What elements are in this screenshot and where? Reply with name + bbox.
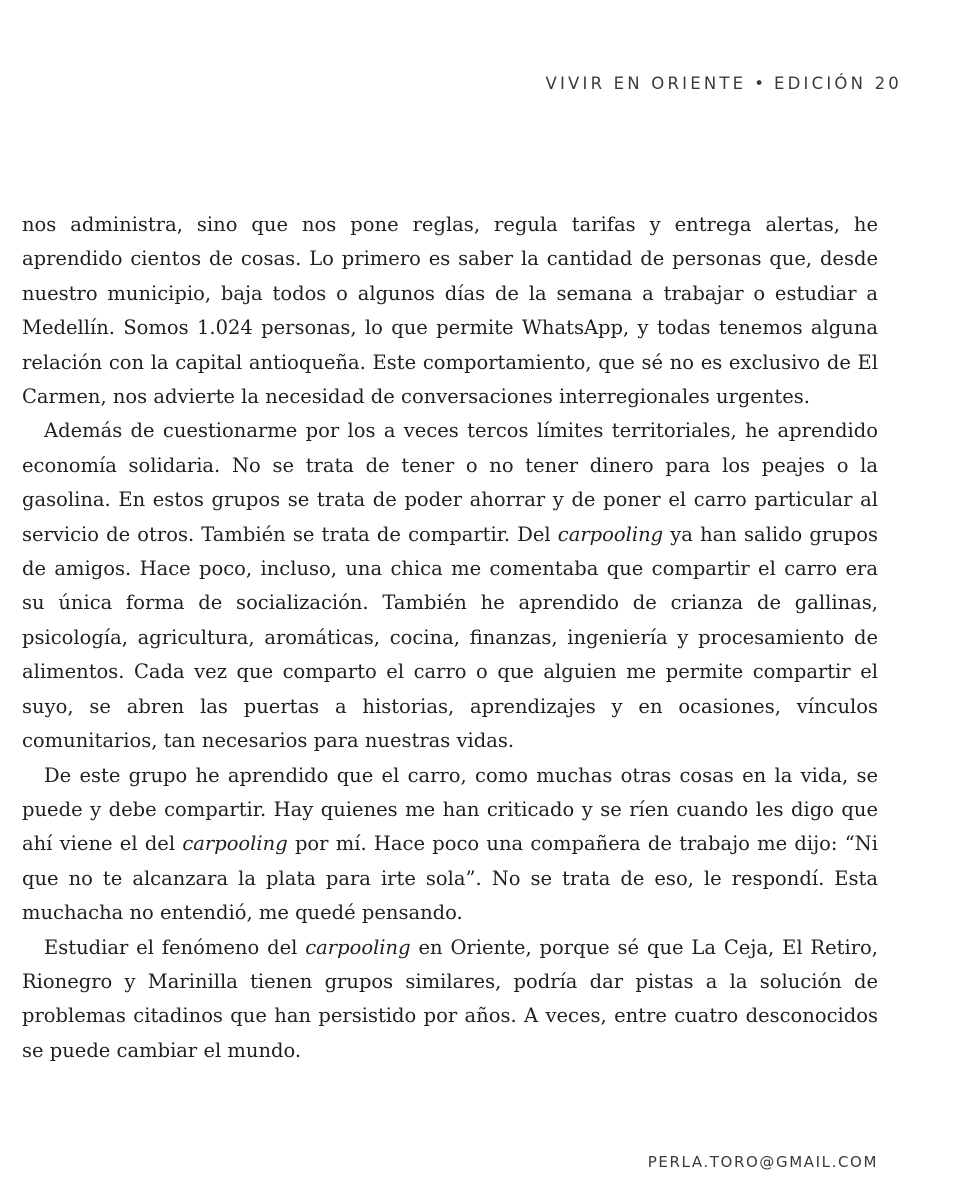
article-paragraph [22,208,878,414]
header-separator: • [754,74,765,93]
article-paragraph [22,931,878,1069]
paragraph-text: en Oriente, porque sé que La Ceja, El Retiro, Rionegro y Marinilla tienen grupos similares, podría dar pistas a la solución de problemas citadinos que han persistido por años. A veces, entre cuatro desconocidos se puede cambiar el mundo. [22,935,878,1062]
paragraph-text: ya han salido grupos de amigos. Hace poco, incluso, una chica me comentaba que compartir el carro era su única forma de socialización. También he aprendido de crianza de gallinas, psicología, agricultura, aromáticas, cocina, finanzas, ingeniería y procesamiento de alimentos. Cada vez que comparto el carro o que alguien me permite compartir el suyo, se abren las puertas a historias, aprendizajes y en ocasiones, vínculos comunitarios, tan necesarios para nuestras vidas. [22,522,879,753]
paragraph-text: Además de cuestionarme por los a veces tercos límites territoriales, he aprendido economía solidaria. No se trata de tener o no tener dinero para los peajes o la gasolina. En estos grupos se trata de poder ahorrar y de poner el carro particular al servicio de otros. También se trata de compartir. Del [22,419,878,546]
running-header [545,74,902,93]
italic-term: carpooling [557,522,664,546]
edition-number: EDICIÓN 20 [774,74,902,93]
publication-name: VIVIR EN ORIENTE [545,74,747,93]
article-body [22,208,878,1068]
paragraph-text: Estudiar el fenómeno del [44,935,306,959]
italic-term: carpooling [305,935,411,959]
paragraph-text: De este grupo he aprendido que el carro, como muchas otras cosas en la vida, se puede y debe compartir. Hay quienes me han criticado y se ríen cuando les digo que ahí viene el del [22,763,878,856]
paragraph-text: por mí. Hace poco una compañera de trabajo me dijo: “Ni que no te alcanzara la plata para irte sola”. No se trata de eso, le respondí. Esta muchacha no entendió, me quedé pensando. [22,832,878,925]
paragraph-text: nos administra, sino que nos pone reglas, regula tarifas y entrega alertas, he aprendido cientos de cosas. Lo primero es saber la cantidad de personas que, desde nuestro municipio, baja todos o algunos días de la semana a trabajar o estudiar a Medellín. Somos 1.024 personas, lo que permite WhatsApp, y todas tenemos alguna relación con la capital antioqueña. Este comportamiento, que sé no es exclusivo de El Carmen, nos advierte la necesidad de conversaciones interregionales urgentes. [22,213,878,409]
article-paragraph [22,759,878,931]
author-email[interactable]: PERLA.TORO@GMAIL.COM [647,1153,878,1171]
italic-term: carpooling [182,832,288,856]
article-paragraph [22,414,878,758]
